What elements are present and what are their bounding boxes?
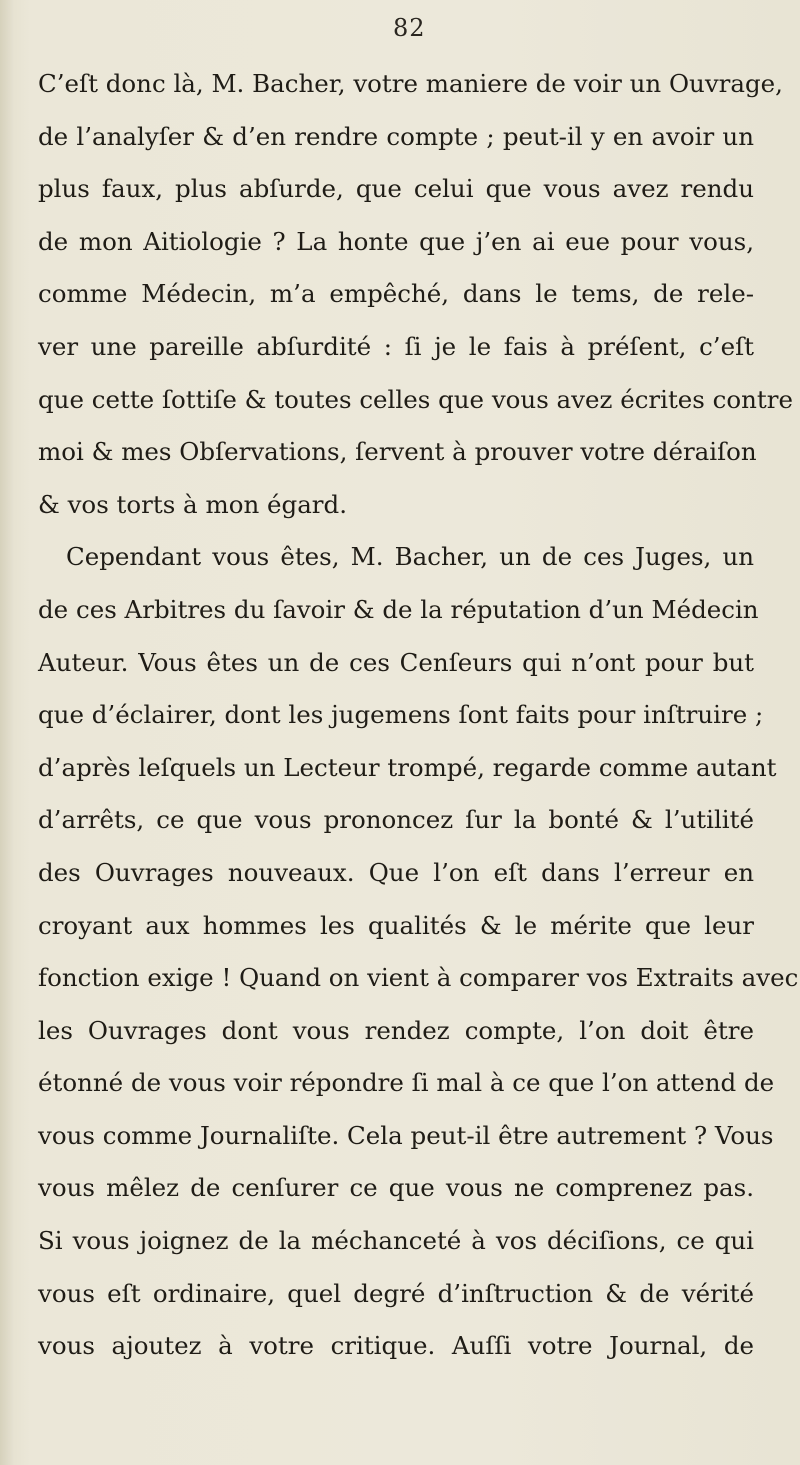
text-line: vous comme Journaliſte. Cela peut-il être autrement ? Vous [38, 1120, 774, 1150]
text-line: comme Médecin, m’a empêché, dans le tems, de rele- [38, 279, 754, 309]
text-line: que d’éclairer, dont les jugemens ſont faits pour inſtruire ; [38, 700, 764, 730]
text-line: que cette ſottiſe & toutes celles que vous avez écrites contre [38, 384, 793, 414]
text-line: vous eſt ordinaire, quel degré d’inſtruction & de vérité [38, 1278, 754, 1308]
text-line: fonction exige ! Quand on vient à comparer vos Extraits avec [38, 963, 799, 993]
text-line: Cependant vous êtes, M. Bacher, un de ces Juges, un [66, 542, 754, 572]
text-line: Auteur. Vous êtes un de ces Cenſeurs qui n’ont pour but [38, 647, 754, 677]
text-line: les Ouvrages dont vous rendez compte, l’on doit être [38, 1015, 754, 1045]
text-line: d’après leſquels un Lecteur trompé, regarde comme autant [38, 752, 777, 782]
text-line: C’eſt donc là, M. Bacher, votre maniere de voir un Ouvrage, [38, 69, 783, 98]
text-line: vous mêlez de cenſurer ce que vous ne comprenez pas. [38, 1173, 754, 1203]
page-gutter [0, 0, 14, 1465]
text-line: vous ajoutez à votre critique. Auſſi votre Journal, de [38, 1331, 754, 1361]
text-line: d’arrêts, ce que vous prononcez ſur la bonté & l’utilité [38, 805, 754, 835]
text-line: de ces Arbitres du ſavoir & de la réputation d’un Médecin [38, 594, 759, 624]
text-line: & vos torts à mon égard. [38, 489, 347, 519]
text-line: de l’analyſer & d’en rendre compte ; peut-il y en avoir un [38, 121, 754, 151]
page-number: 82 [393, 14, 426, 42]
text-line: Si vous joignez de la méchanceté à vos déciſions, ce qui [38, 1226, 754, 1256]
body-text [38, 58, 799, 1373]
text-line: étonné de vous voir répondre ſi mal à ce que l’on attend de [38, 1068, 775, 1098]
text-line: croyant aux hommes les qualités & le mérite que leur [38, 910, 754, 940]
text-line: moi & mes Obſervations, ſervent à prouver votre déraiſon [38, 437, 757, 467]
text-line: de mon Aitiologie ? La honte que j’en ai eue pour vous, [38, 226, 754, 256]
text-line: plus faux, plus abſurde, que celui que vous avez rendu [38, 174, 754, 204]
text-line: ver une pareille abſurdité : ſi je le fais à préſent, c’eſt [38, 331, 754, 361]
text-line: des Ouvrages nouveaux. Que l’on eſt dans l’erreur en [38, 857, 754, 887]
